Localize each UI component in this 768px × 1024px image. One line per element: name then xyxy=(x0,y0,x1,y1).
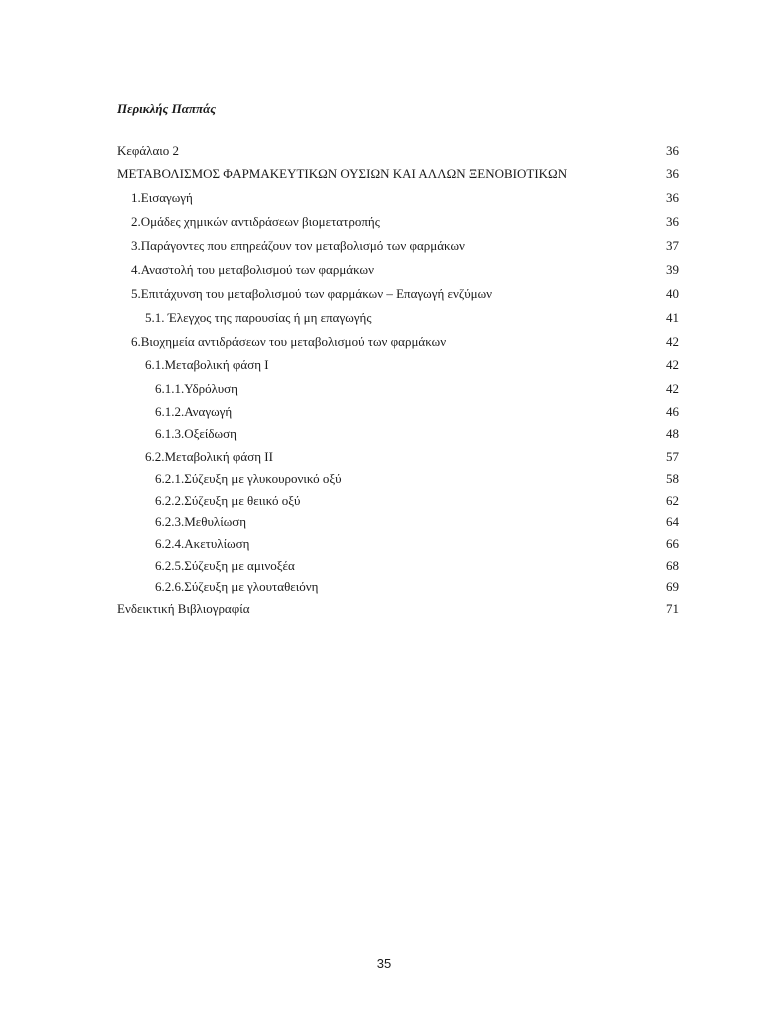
toc-entry-title: 1.Εισαγωγή xyxy=(131,190,193,205)
toc-entry-page: 36 xyxy=(666,143,679,158)
toc-entry xyxy=(0,379,768,399)
toc-entry xyxy=(0,556,768,576)
toc-entry-page: 41 xyxy=(666,310,679,325)
toc-entry xyxy=(0,355,768,375)
toc-entry xyxy=(0,332,768,352)
toc-entry xyxy=(0,188,768,208)
toc-entry-page: 58 xyxy=(666,471,679,486)
toc-entry-title: 6.2.5.Σύζευξη με αμινοξέα xyxy=(155,558,295,573)
toc-entry-page: 64 xyxy=(666,514,679,529)
toc-entry-title: 5.Επιτάχυνση του μεταβολισμού των φαρμάκων – Επαγωγή ενζύμων xyxy=(131,286,493,301)
toc-entry xyxy=(0,260,768,280)
toc-entry xyxy=(0,512,768,532)
toc-entry-page: 57 xyxy=(666,449,679,464)
toc-entry-page: 62 xyxy=(666,493,679,508)
toc-entry-title: 3.Παράγοντες που επηρεάζουν τον μεταβολισμό των φαρμάκων xyxy=(131,238,465,253)
toc-entry-page: 68 xyxy=(666,558,679,573)
toc-entry-title: 6.Βιοχημεία αντιδράσεων του μεταβολισμού των φαρμάκων xyxy=(131,334,447,349)
toc-entry-page: 42 xyxy=(666,357,679,372)
toc-entry-page: 48 xyxy=(666,426,679,441)
toc-entry-page: 36 xyxy=(666,166,679,181)
toc-entry-title: 6.2.2.Σύζευξη με θειικό οξύ xyxy=(155,493,301,508)
toc-entry xyxy=(0,236,768,256)
toc-entry xyxy=(0,469,768,489)
toc-entry-page: 71 xyxy=(666,601,679,616)
toc-entry xyxy=(0,308,768,328)
toc-entry-title: 2.Ομάδες χημικών αντιδράσεων βιομετατροπής xyxy=(131,214,380,229)
toc-entry xyxy=(0,212,768,232)
toc-entry-page: 36 xyxy=(666,190,679,205)
toc-entry-page: 42 xyxy=(666,381,679,396)
toc-entry-title: Κεφάλαιο 2 xyxy=(117,143,180,158)
toc-entry xyxy=(0,534,768,554)
toc-entry-page: 37 xyxy=(666,238,679,253)
toc-entry-title: 6.2.Μεταβολική φάση ΙΙ xyxy=(145,449,273,464)
toc-entry-page: 69 xyxy=(666,579,679,594)
toc-entry xyxy=(0,424,768,444)
toc-entry-title: 6.2.3.Μεθυλίωση xyxy=(155,514,247,529)
toc-entry-page: 40 xyxy=(666,286,679,301)
toc-entry-title: Ενδεικτική Βιβλιογραφία xyxy=(117,601,250,616)
toc-entry-page: 39 xyxy=(666,262,679,277)
page-number: 35 xyxy=(376,956,392,971)
toc-entry-page: 66 xyxy=(666,536,679,551)
author-name: Περικλής Παππάς xyxy=(117,101,217,116)
toc-entry-title: 6.2.4.Ακετυλίωση xyxy=(155,536,250,551)
toc-entry xyxy=(0,599,768,619)
toc-entry-title: 6.2.1.Σύζευξη με γλυκουρονικό οξύ xyxy=(155,471,342,486)
toc-entry-title: 4.Αναστολή του μεταβολισμού των φαρμάκων xyxy=(131,262,374,277)
toc-entry xyxy=(0,447,768,467)
toc-entry-title: 5.1. Έλεγχος της παρουσίας ή μη επαγωγής xyxy=(145,310,372,325)
toc-entry-title: 6.2.6.Σύζευξη με γλουταθειόνη xyxy=(155,579,319,594)
toc-entry xyxy=(0,402,768,422)
toc-entry xyxy=(0,491,768,511)
toc-entry-title: 6.1.Μεταβολική φάση Ι xyxy=(145,357,269,372)
toc-entry-title: 6.1.1.Υδρόλυση xyxy=(155,381,238,396)
toc-entry xyxy=(0,284,768,304)
toc-entry-page: 46 xyxy=(666,404,679,419)
toc-entry-page: 42 xyxy=(666,334,679,349)
toc-entry-title: ΜΕΤΑΒΟΛΙΣΜΟΣ ΦΑΡΜΑΚΕΥΤΙΚΩΝ ΟΥΣΙΩΝ ΚΑΙ ΑΛΛΩΝ ΞΕΝΟΒΙΟΤΙΚΩΝ xyxy=(117,166,568,181)
toc-entry-title: 6.1.3.Οξείδωση xyxy=(155,426,237,441)
toc-entry xyxy=(0,141,768,161)
toc-entry xyxy=(0,577,768,597)
toc-entry-page: 36 xyxy=(666,214,679,229)
toc-entry-title: 6.1.2.Αναγωγή xyxy=(155,404,233,419)
toc-entry xyxy=(0,164,768,184)
